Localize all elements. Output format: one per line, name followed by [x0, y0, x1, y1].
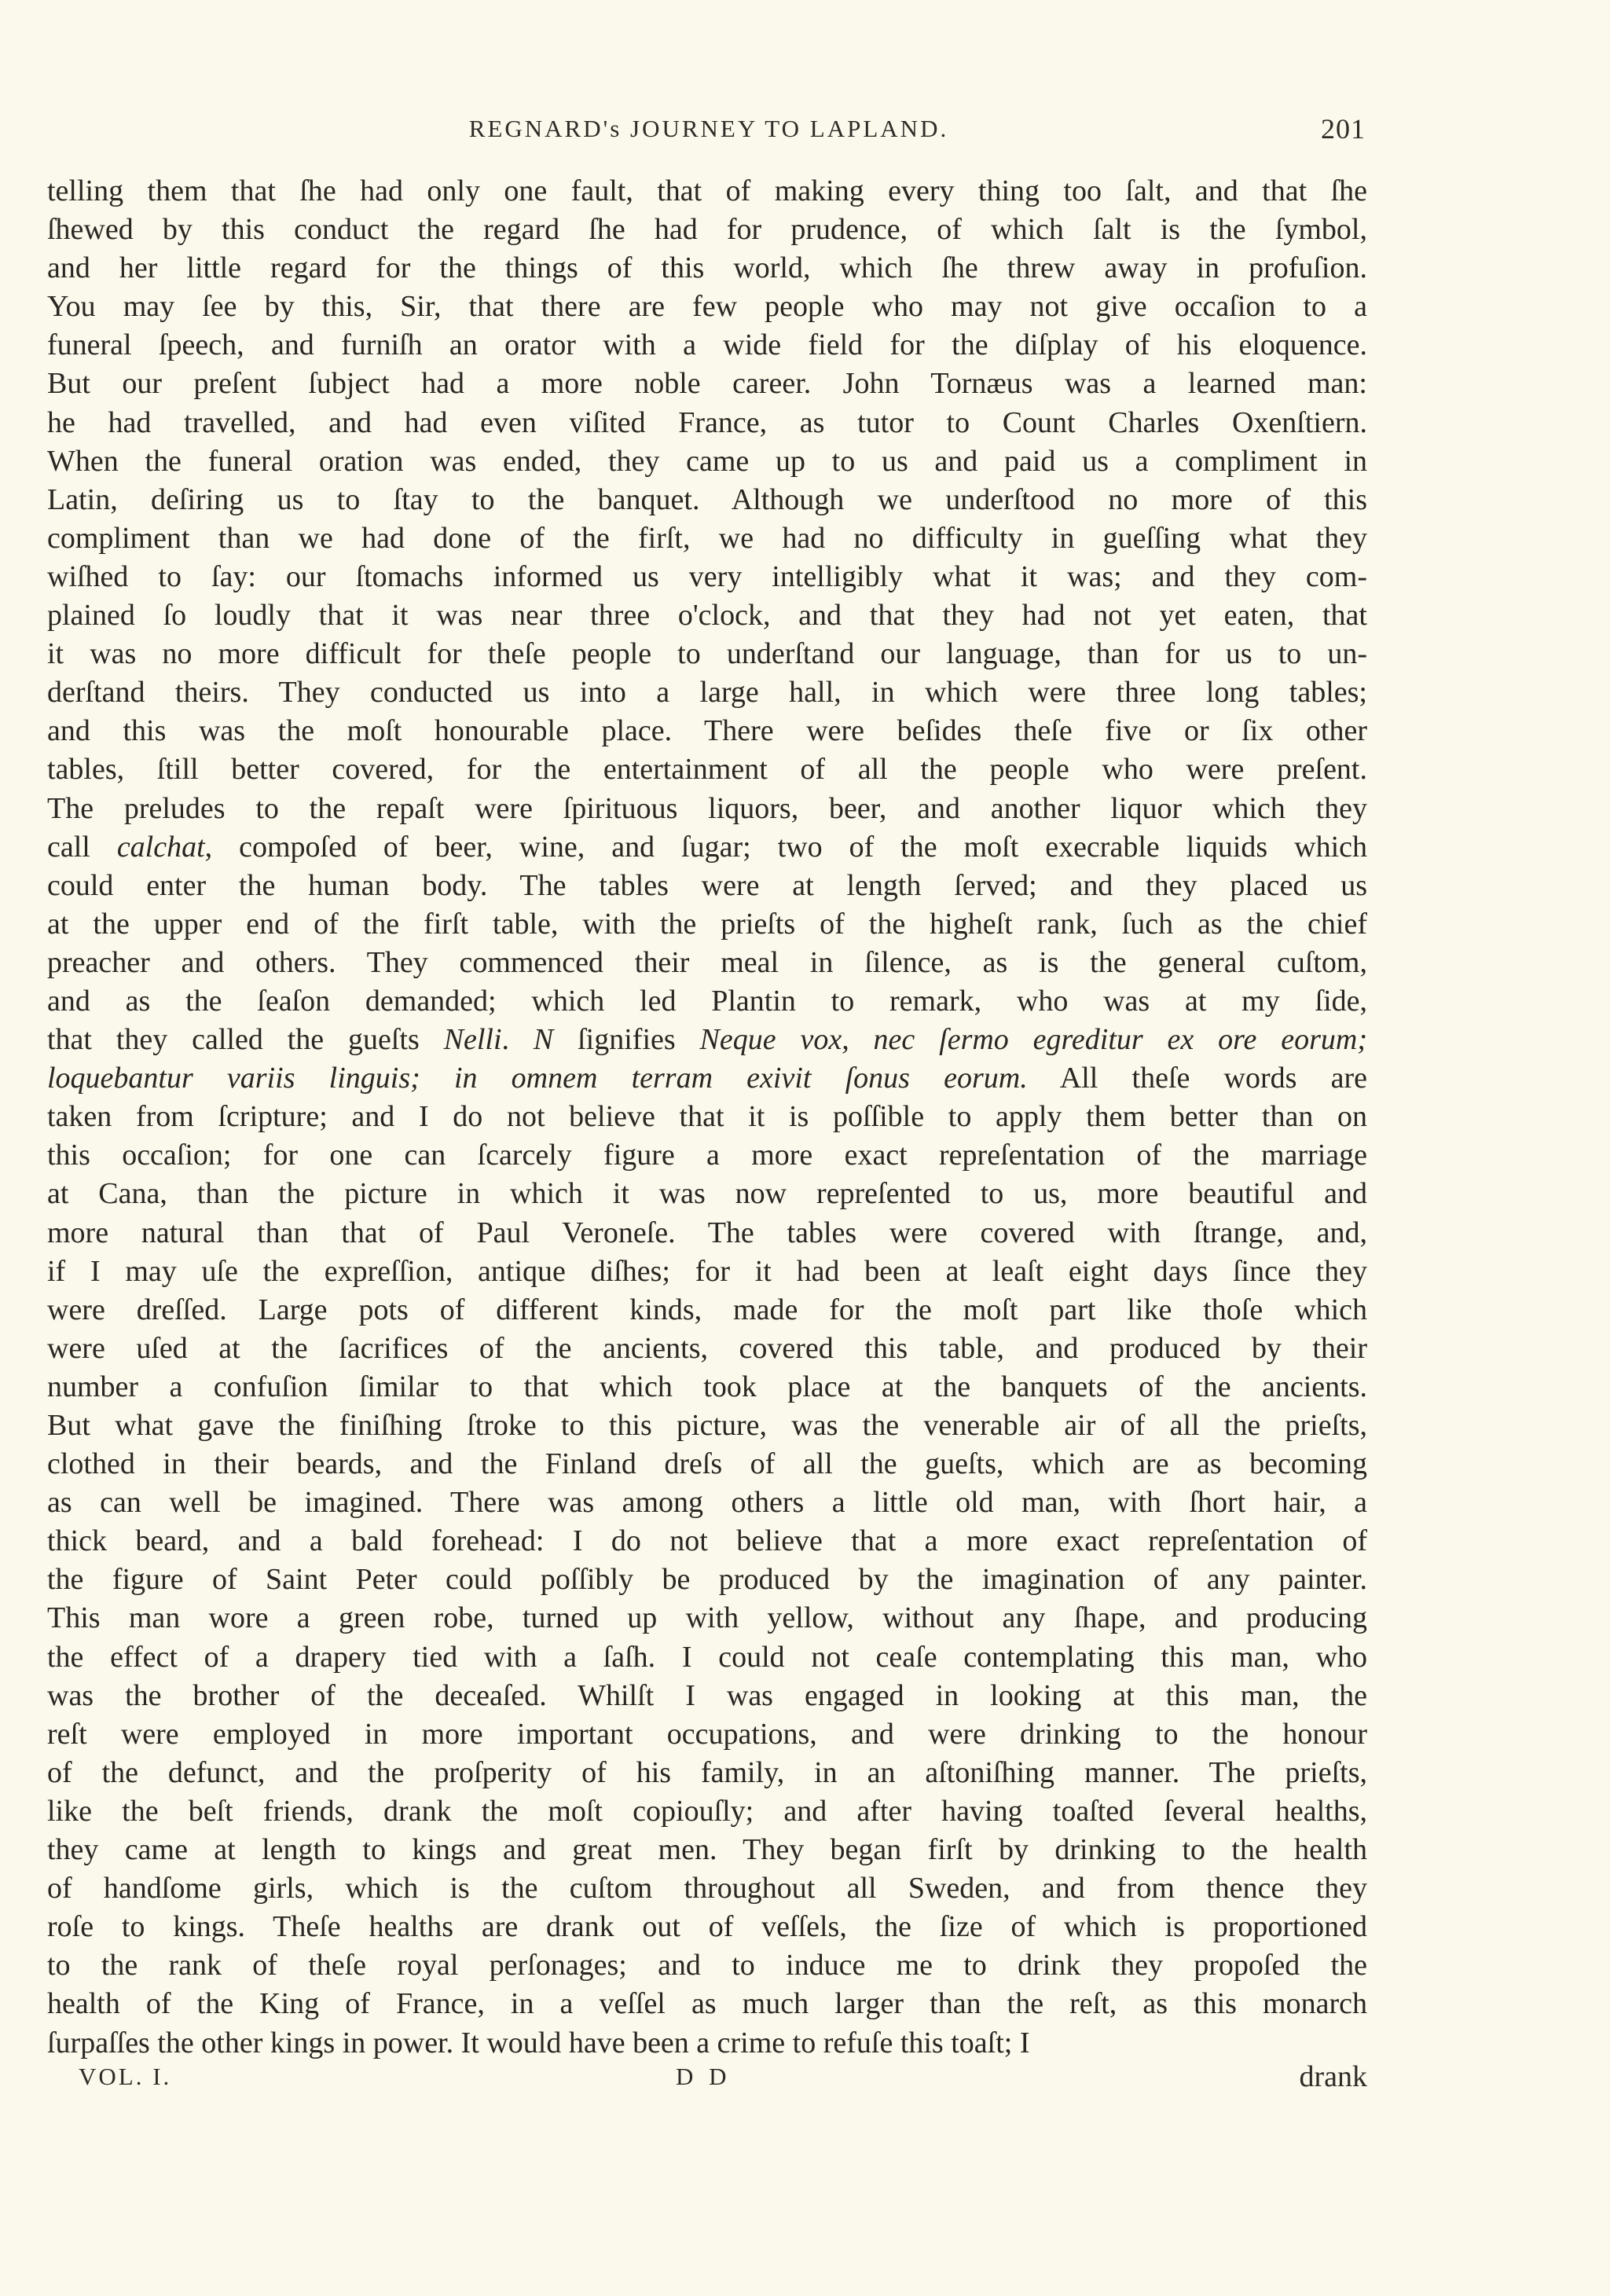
text-line [47, 596, 1367, 635]
italic-text: N [533, 1023, 554, 1057]
text-line [47, 1869, 1367, 1908]
text-run: this occaſion; for one can ſcarcely figure a more exact repreſentation of the marriage [47, 1139, 1367, 1172]
text-run: taken from ſcripture; and I do not believe that it is poſſible to apply them better than on [47, 1100, 1367, 1134]
catchword: drank [1299, 2060, 1367, 2093]
text-run: was the brother of the deceaſed. Whilſt I was engaged in looking at this man, the [47, 1678, 1367, 1712]
italic-text: Nelli [443, 1023, 502, 1057]
text-line [47, 519, 1367, 558]
text-run: to the rank of theſe royal perſonages; and to induce me to drink they propoſed the [47, 1949, 1367, 1982]
text-run: and her little regard for the things of this world, which ſhe threw away in profuſion. [47, 251, 1367, 285]
text-line [47, 828, 1367, 867]
text-run: more natural than that of Paul Veroneſe. The tables were covered with ſtrange, and, [47, 1216, 1367, 1249]
text-run: he had travelled, and had even viſited France, as tutor to Count Charles Oxenſtiern. [47, 405, 1367, 439]
text-run: ſignifies [553, 1023, 700, 1057]
text-line [47, 1985, 1367, 2023]
text-line [47, 1561, 1367, 1599]
text-line [47, 404, 1367, 442]
text-run: of handſome girls, which is the cuſtom throughout all Sweden, and from thence they [47, 1872, 1367, 1905]
text-run: that they called the gueſts [47, 1023, 444, 1057]
text-run: of the defunct, and the proſperity of his family, in an aſtoniſhing manner. The prieſts, [47, 1755, 1367, 1789]
text-line [47, 944, 1367, 982]
text-line [47, 1599, 1367, 1638]
text-run: , compoſed of beer, wine, and ſugar; two of the moſt execrable liquids which [204, 830, 1367, 864]
text-run: it was no more difficult for theſe people to underſtand our language, than for us to un- [47, 637, 1367, 671]
text-run: roſe to kings. Theſe healths are drank out of veſſels, the ſize of which is proportioned [47, 1910, 1367, 1944]
text-line [47, 1831, 1367, 1869]
text-run: ſhewed by this conduct the regard ſhe had for prudence, of which ſalt is the ſymbol, [47, 213, 1367, 247]
text-run: ſurpaſſes the other kings in power. It would have been a crime to refuſe this toaſt; I [47, 2026, 1030, 2059]
text-line [47, 1677, 1367, 1715]
text-run: compliment than we had done of the firſt, we had no difficulty in gueſſing what they [47, 521, 1367, 555]
volume-label: VOL. I. [79, 2063, 172, 2090]
text-run: were dreſſed. Large pots of different kinds, made for the moſt part like thoſe which [47, 1293, 1367, 1326]
text-line [47, 481, 1367, 519]
text-run: and as the ſeaſon demanded; which led Plantin to remark, who was at my ſide, [47, 984, 1367, 1018]
text-run: the effect of a drapery tied with a ſaſh. I could not ceaſe contemplating this man, who [47, 1640, 1367, 1674]
text-run: the figure of Saint Peter could poſſibly be produced by the imagination of any painter. [47, 1563, 1367, 1597]
text-run: tables, ſtill better covered, for the entertainment of all the people who were preſent. [47, 753, 1367, 787]
text-line [47, 673, 1367, 712]
text-line [47, 1059, 1367, 1098]
text-run: if I may uſe the expreſſion, antique diſhes; for it had been at leaſt eight days ſince they [47, 1254, 1367, 1288]
text-run: and this was the moſt honourable place. There were beſides theſe five or ſix other [47, 714, 1367, 748]
text-line [47, 1368, 1367, 1407]
text-run: funeral ſpeech, and furniſh an orator with a wide field for the diſplay of his eloquence. [47, 328, 1367, 362]
italic-text: loquebantur variis linguis; in omnem terram exivit ſonus eorum. [47, 1062, 1028, 1095]
text-line [47, 1445, 1367, 1484]
text-run: The preludes to the repaſt were ſpirituous liquors, beer, and another liquor which they [47, 791, 1367, 825]
text-line [47, 750, 1367, 789]
text-run: wiſhed to ſay: our ſtomachs informed us very intelligibly what it was; and they com- [47, 559, 1367, 593]
italic-text: calchat [116, 830, 205, 864]
text-run: at Cana, than the picture in which it was now repreſented to us, more beautiful and [47, 1177, 1367, 1211]
text-line [47, 1330, 1367, 1368]
text-run: call [47, 830, 117, 864]
text-line [47, 1754, 1367, 1792]
text-line [47, 442, 1367, 481]
text-run: as can well be imagined. There was among others a little old man, with ſhort hair, a [47, 1486, 1367, 1520]
text-line [47, 249, 1367, 288]
text-line [47, 1946, 1367, 1985]
text-run: preacher and others. They commenced their meal in ſilence, as is the general cuſtom, [47, 945, 1367, 979]
text-line [47, 1908, 1367, 1946]
text-run: . [501, 1023, 534, 1057]
page-number: 201 [1321, 113, 1366, 145]
text-run: telling them that ſhe had only one fault, that of making every thing too ſalt, and that ſhe [47, 174, 1367, 207]
text-line [47, 172, 1367, 211]
text-run: clothed in their beards, and the Finland dreſs of all the gueſts, which are as becoming [47, 1447, 1367, 1481]
text-line [47, 211, 1367, 249]
text-run: reſt were employed in more important occupations, and were drinking to the honour [47, 1717, 1367, 1751]
page-footer [79, 2057, 1367, 2096]
text-run: were uſed at the ſacrifices of the ancients, covered this table, and produced by their [47, 1331, 1367, 1365]
text-line [47, 905, 1367, 944]
text-line [47, 1407, 1367, 1445]
text-run: plained ſo loudly that it was near three o'clock, and that they had not yet eaten, that [47, 599, 1367, 633]
text-run: like the beſt friends, drank the moſt copiouſly; and after having toaſted ſeveral healths, [47, 1794, 1367, 1828]
text-line [47, 1484, 1367, 1522]
text-run: But what gave the finiſhing ſtroke to this picture, was the venerable air of all the prieſts, [47, 1409, 1367, 1442]
text-line [47, 1136, 1367, 1175]
text-line [47, 1021, 1367, 1059]
text-run: When the funeral oration was ended, they came up to us and paid us a compliment in [47, 444, 1367, 478]
text-run: at the upper end of the firſt table, with the prieſts of the higheſt rank, ſuch as the chief [47, 907, 1367, 941]
text-line [47, 365, 1367, 403]
text-line [47, 1253, 1367, 1291]
text-run: they came at length to kings and great men. They began firſt by drinking to the health [47, 1833, 1367, 1867]
italic-text: Neque vox, nec ſermo egreditur ex ore eorum; [699, 1023, 1367, 1057]
text-line [47, 1638, 1367, 1677]
text-line [47, 867, 1367, 905]
text-run: This man wore a green robe, turned up with yellow, without any ſhape, and producing [47, 1601, 1367, 1635]
text-line [47, 1175, 1367, 1213]
text-run: But our preſent ſubject had a more noble career. John Tornæus was a learned man: [47, 367, 1367, 401]
text-run: thick beard, and a bald forehead: I do not believe that a more exact repreſentation of [47, 1524, 1367, 1558]
text-line [47, 288, 1367, 326]
text-line [47, 982, 1367, 1021]
text-line [47, 1792, 1367, 1831]
text-line [47, 712, 1367, 750]
signature-mark: D D [676, 2063, 732, 2090]
text-run: Latin, deſiring us to ſtay to the banquet. Although we underſtood no more of this [47, 482, 1367, 516]
text-run: health of the King of France, in a veſſel as much larger than the reſt, as this monarch [47, 1987, 1367, 2021]
text-run: derſtand theirs. They conducted us into a large hall, in which were three long tables; [47, 676, 1367, 710]
text-run: All theſe words are [1027, 1062, 1367, 1095]
text-line [47, 1214, 1367, 1253]
body-text [47, 172, 1367, 2063]
text-line [47, 1715, 1367, 1754]
text-run: number a confuſion ſimilar to that which took place at the banquets of the ancients. [47, 1370, 1367, 1403]
text-line [47, 558, 1367, 596]
text-line [47, 635, 1367, 673]
text-line [47, 1098, 1367, 1136]
text-run: could enter the human body. The tables were at length ſerved; and they placed us [47, 868, 1367, 902]
text-line [47, 326, 1367, 365]
text-run: You may ſee by this, Sir, that there are few people who may not give occaſion to a [47, 290, 1367, 324]
text-line [47, 790, 1367, 828]
text-line [47, 1522, 1367, 1561]
text-line [47, 1291, 1367, 1330]
running-head: REGNARD's JOURNEY TO LAPLAND. [468, 115, 949, 142]
